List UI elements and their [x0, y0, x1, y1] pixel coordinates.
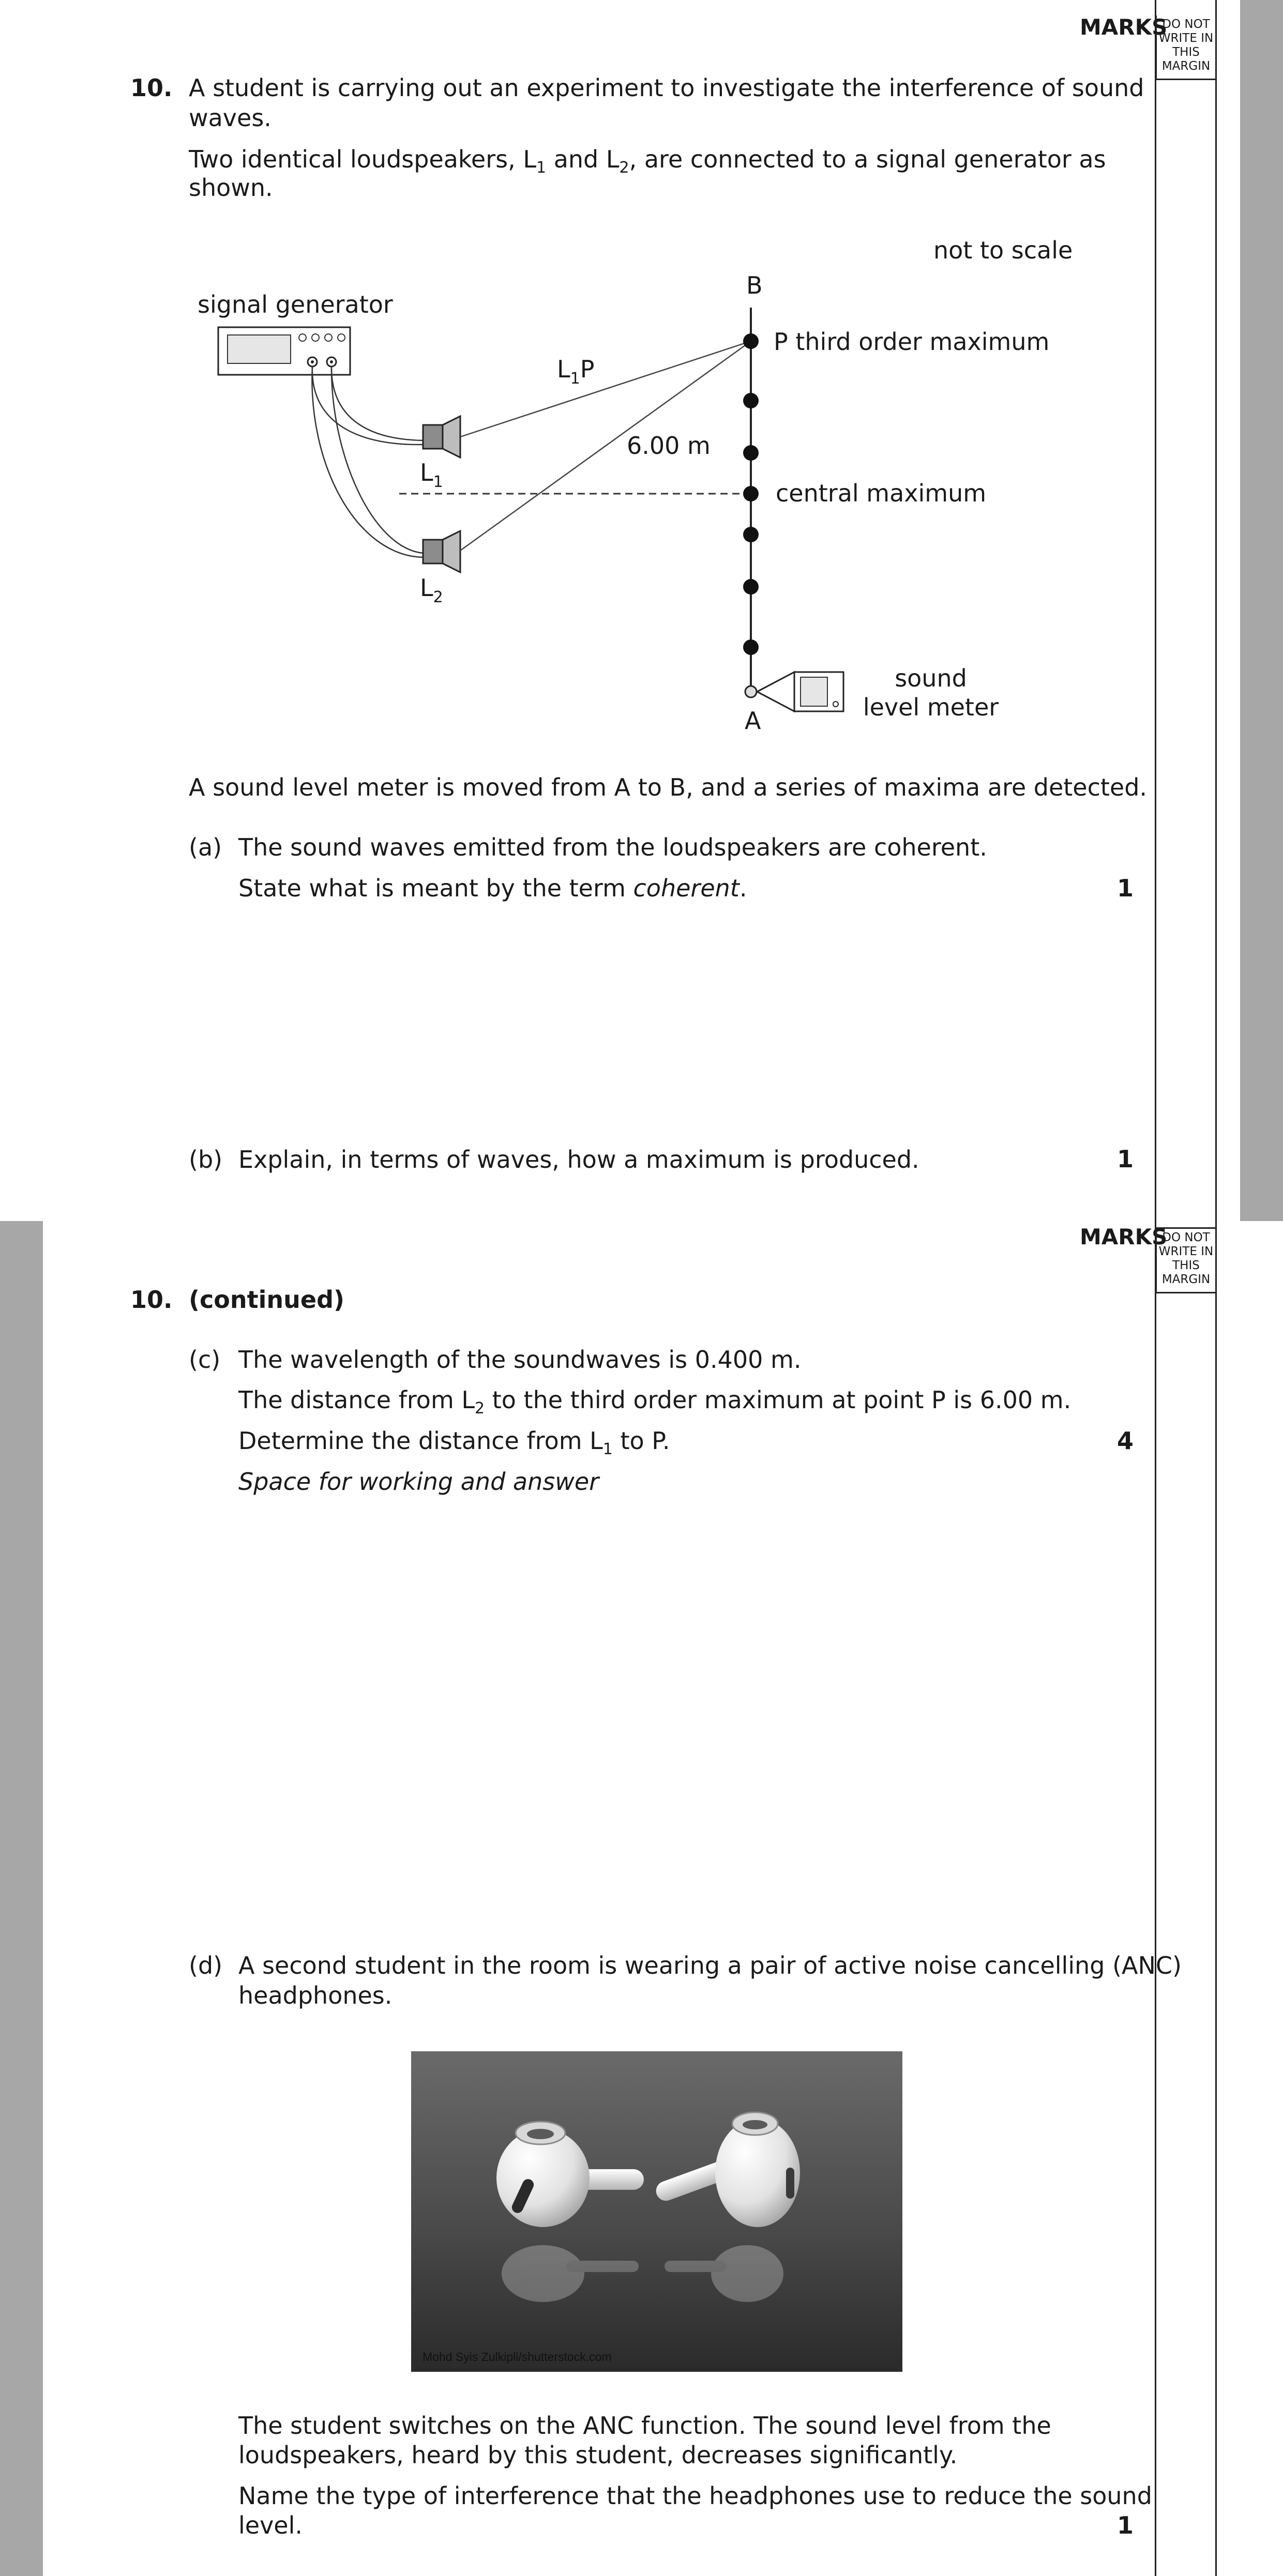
subscript: 1 — [536, 159, 547, 177]
part-d-marks: 1 — [1117, 2511, 1134, 2539]
part-d-para1-line2: loudspeakers, heard by this student, decreases significantly. — [238, 2441, 958, 2469]
signal-generator — [218, 327, 350, 375]
page-edge-bar — [1240, 0, 1283, 1221]
label-l1 — [420, 459, 443, 491]
margin-note-line: WRITE IN — [1158, 1245, 1214, 1258]
working-space-label: Space for working and answer — [238, 1468, 599, 1496]
text-run: L — [420, 574, 433, 602]
meter-label-line2: level meter — [863, 693, 999, 721]
meter-label-line1: sound — [895, 664, 967, 692]
loudspeaker-l2 — [423, 531, 460, 572]
continued-label: (continued) — [189, 1286, 345, 1314]
part-b-text: Explain, in terms of waves, how a maximum is produced. — [238, 1146, 919, 1173]
subscript: 2 — [433, 588, 443, 606]
subscript: 1 — [602, 1440, 613, 1458]
margin-note-line: DO NOT — [1162, 18, 1210, 31]
margin-note-line: THIS — [1172, 45, 1200, 59]
part-d-label: (d) — [189, 1952, 223, 1979]
part-a-line-2 — [238, 873, 747, 904]
interference-diagram — [0, 227, 1138, 744]
text-run: Determine the distance from L — [238, 1427, 603, 1455]
part-c-label: (c) — [189, 1346, 221, 1374]
earbuds-illustration — [411, 2051, 902, 2372]
text-run: L — [420, 459, 433, 486]
part-d-para2-line1: Name the type of interference that the headphones use to reduce the sound — [238, 2482, 1152, 2510]
marks-header: MARKS — [1080, 14, 1168, 40]
margin-note-line: MARGIN — [1161, 59, 1211, 73]
emphasis: coherent — [633, 874, 739, 902]
margin-note-line: MARGIN — [1161, 1273, 1211, 1286]
subscript: 2 — [475, 1399, 485, 1417]
not-to-scale-label: not to scale — [933, 236, 1073, 264]
sound-level-meter — [757, 672, 843, 711]
question-number: 10. — [130, 1286, 173, 1314]
connecting-cables — [312, 367, 423, 557]
part-d-para1-line1: The student switches on the ANC function. The sound level from the — [238, 2412, 1051, 2440]
subscript: 1 — [570, 370, 580, 388]
label-b: B — [746, 271, 763, 299]
text-run: , are connected to a signal generator as — [629, 145, 1106, 173]
do-not-write-note — [1155, 16, 1217, 80]
central-maximum-dot — [743, 486, 759, 501]
part-c-marks: 4 — [1117, 1427, 1134, 1455]
part-b-label: (b) — [189, 1146, 223, 1173]
text-run: P — [580, 355, 595, 383]
exam-page-2 — [0, 1221, 1283, 2576]
margin-note-line: DO NOT — [1162, 1231, 1210, 1244]
central-maximum-label: central maximum — [776, 479, 987, 507]
question-number: 10. — [130, 74, 173, 102]
meter-sentence: A sound level meter is moved from A to B, and a series of maxima are detected. — [189, 773, 1148, 801]
margin-note-line: WRITE IN — [1158, 32, 1214, 45]
p-third-order-label: P third order maximum — [774, 328, 1050, 356]
exam-page-1 — [0, 0, 1283, 1221]
setup-line-2: shown. — [189, 174, 273, 202]
part-d-line-2: headphones. — [238, 1981, 393, 2009]
subscript: 2 — [619, 159, 629, 177]
intro-line-2: waves. — [189, 104, 271, 132]
setup-line-1 — [189, 144, 1106, 175]
marks-header: MARKS — [1080, 1224, 1168, 1249]
part-a-marks: 1 — [1117, 874, 1134, 902]
part-d-para2-line2: level. — [238, 2511, 303, 2539]
part-c-line-3 — [238, 1425, 670, 1456]
page-edge-bar — [0, 1221, 43, 2576]
margin-line-left — [1155, 1221, 1156, 2576]
text-run: . — [739, 874, 747, 902]
margin-line-right — [1215, 1221, 1217, 2576]
text-run: to P. — [612, 1427, 670, 1455]
maximum-dot — [743, 579, 759, 595]
margin-line-right — [1215, 0, 1217, 1221]
point-a — [745, 686, 757, 697]
path-l1-p — [460, 341, 751, 437]
maximum-dot — [743, 527, 759, 542]
maximum-dot — [743, 393, 759, 408]
maximum-dot — [743, 445, 759, 461]
part-c-line-2 — [238, 1384, 1071, 1415]
signal-generator-label: signal generator — [198, 291, 393, 318]
text-run: L — [557, 355, 570, 383]
part-a-label: (a) — [189, 833, 222, 861]
label-l1p — [557, 355, 594, 388]
loudspeaker-l1 — [423, 416, 460, 458]
text-run: Two identical loudspeakers, L — [189, 145, 536, 173]
label-l2 — [420, 574, 443, 606]
photo-credit: Mohd Syis Zulkipli/shutterstock.com — [422, 2350, 612, 2364]
do-not-write-note — [1155, 1227, 1217, 1293]
part-b-marks: 1 — [1117, 1145, 1134, 1173]
earbuds-photo — [411, 2051, 902, 2372]
maximum-p — [743, 333, 759, 349]
part-c-line-1: The wavelength of the soundwaves is 0.400 m. — [238, 1346, 802, 1374]
part-a-line-1: The sound waves emitted from the loudspeakers are coherent. — [238, 833, 987, 861]
margin-note-line: THIS — [1172, 1259, 1200, 1272]
text-run: to the third order maximum at point P is 6.00 m. — [485, 1386, 1071, 1414]
subscript: 1 — [433, 473, 443, 491]
label-a: A — [745, 707, 761, 735]
intro-line-1: A student is carrying out an experiment to investigate the interference of sound — [189, 74, 1144, 102]
text-run: State what is meant by the term — [238, 874, 633, 902]
distance-label: 6.00 m — [627, 432, 711, 460]
text-run: The distance from L — [238, 1386, 475, 1414]
maximum-dot — [743, 639, 759, 655]
part-d-line-1: A second student in the room is wearing a pair of active noise cancelling (ANC) — [238, 1952, 1182, 1979]
text-run: and L — [546, 145, 620, 173]
margin-line-left — [1155, 0, 1156, 1221]
